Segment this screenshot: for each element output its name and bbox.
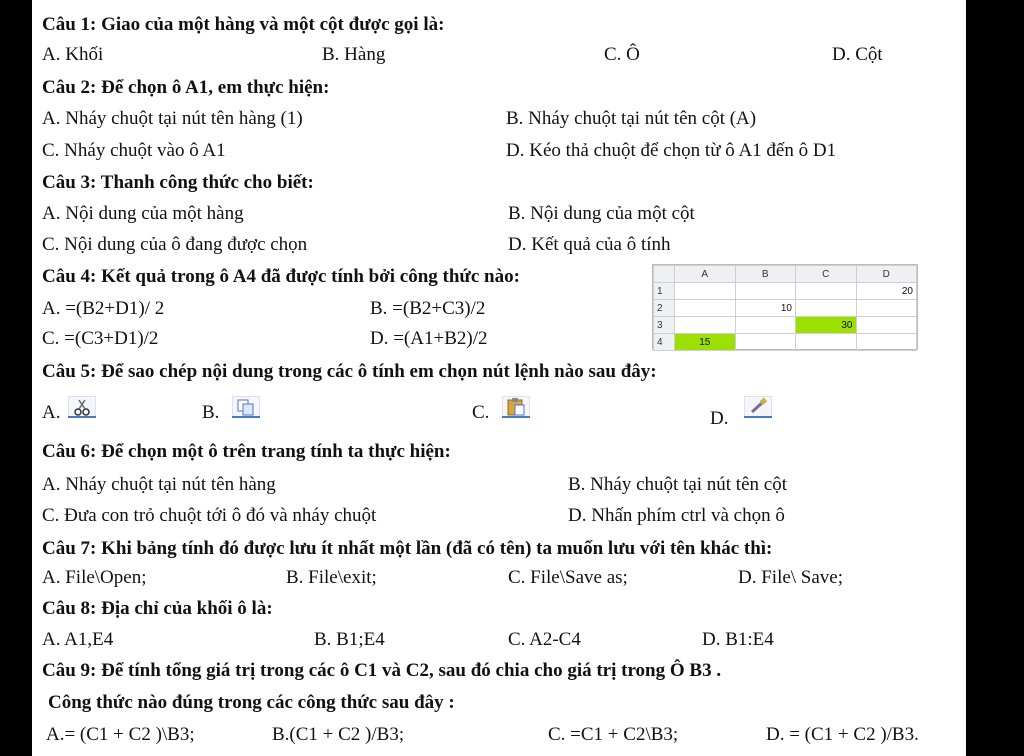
cell-a1	[675, 283, 736, 300]
cell-c3: 30	[796, 317, 857, 334]
answers-6b	[32, 501, 966, 531]
quiz-page	[32, 0, 966, 756]
option-d: D. File\ Save;	[738, 567, 844, 588]
cell-d2	[856, 300, 917, 317]
answers-2a	[32, 104, 966, 134]
option-a: A. Nội dung của một hàng	[42, 203, 244, 224]
cell-a3	[675, 317, 736, 334]
question-title: Câu 9: Để tính tổng giá trị trong các ô C1 và C2, sau đó chia cho giá trị trong Ô B3 .	[42, 660, 722, 681]
corner-cell	[654, 266, 675, 283]
row-header: 1	[654, 283, 675, 300]
format-painter-icon	[744, 396, 772, 418]
question-title: Câu 8: Địa chỉ của khối ô là:	[42, 598, 273, 619]
option-a: A. Khối	[42, 44, 104, 65]
answers-9	[32, 720, 966, 750]
answers-2b	[32, 136, 966, 166]
option-b: B. Hàng	[322, 44, 386, 65]
option-a: A. A1,E4	[42, 629, 114, 650]
option-c: C. =(C3+D1)/2	[42, 328, 159, 349]
row-header: 2	[654, 300, 675, 317]
option-b: B. B1;E4	[314, 629, 385, 650]
option-b: B. Nháy chuột tại nút tên cột	[568, 474, 787, 495]
cell-a2	[675, 300, 736, 317]
cell-d4	[856, 334, 917, 351]
question-9	[32, 656, 966, 686]
option-d: D. Nhấn phím ctrl và chọn ô	[568, 505, 785, 526]
option-a: A. Nháy chuột tại nút tên hàng (1)	[42, 108, 303, 129]
option-a: A. File\Open;	[42, 567, 147, 588]
option-a: A.= (C1 + C2 )\B3;	[46, 724, 195, 745]
question-3	[32, 168, 966, 198]
question-title: Câu 7: Khi bảng tính đó được lưu ít nhất một lần (đã có tên) ta muốn lưu với tên khác thì:	[42, 538, 773, 559]
answers-8	[32, 625, 966, 655]
row-header: 4	[654, 334, 675, 351]
option-d: D. B1:E4	[702, 629, 774, 650]
option-d: D. = (C1 + C2 )/B3.	[766, 724, 919, 745]
answers-5	[32, 390, 966, 430]
option-b: B. File\exit;	[286, 567, 377, 588]
cell-b1	[735, 283, 796, 300]
answers-7	[32, 563, 966, 593]
cell-b2: 10	[735, 300, 796, 317]
answers-6a	[32, 470, 966, 500]
question-title: Câu 5: Để sao chép nội dung trong các ô tính em chọn nút lệnh nào sau đây:	[42, 361, 657, 382]
row-header: 3	[654, 317, 675, 334]
option-c: C.	[472, 402, 490, 423]
option-b: B. =(B2+C3)/2	[370, 298, 486, 319]
option-b: B.(C1 + C2 )/B3;	[272, 724, 405, 745]
option-d: D. Cột	[832, 44, 883, 65]
option-a: A. Nháy chuột tại nút tên hàng	[42, 474, 276, 495]
question-6	[32, 437, 966, 467]
paste-icon	[502, 396, 530, 418]
option-c: C. Đưa con trỏ chuột tới ô đó và nháy chuột	[42, 505, 377, 526]
answers-3a	[32, 199, 966, 229]
question-subtitle: Công thức nào đúng trong các công thức sau đây :	[48, 692, 455, 713]
option-c: C. A2-C4	[508, 629, 581, 650]
option-d: D. Kết quả của ô tính	[508, 234, 671, 255]
copy-icon	[232, 396, 260, 418]
scissors-icon	[68, 396, 96, 418]
question-9-sub	[32, 688, 966, 718]
question-title: Câu 6: Để chọn một ô trên trang tính ta thực hiện:	[42, 441, 451, 462]
question-title: Câu 4: Kết quả trong ô A4 đã được tính bởi công thức nào:	[42, 266, 520, 287]
option-d: D.	[710, 408, 729, 429]
option-b: B.	[202, 402, 220, 423]
cell-d1: 20	[856, 283, 917, 300]
cell-c1	[796, 283, 857, 300]
option-a: A. =(B2+D1)/ 2	[42, 298, 165, 319]
option-d: D. =(A1+B2)/2	[370, 328, 488, 349]
option-d: D. Kéo thả chuột để chọn từ ô A1 đến ô D1	[506, 140, 837, 161]
question-title: Câu 3: Thanh công thức cho biết:	[42, 172, 314, 193]
answers-3b	[32, 230, 966, 260]
cell-c4	[796, 334, 857, 351]
column-header: C	[796, 266, 857, 283]
column-header: B	[735, 266, 796, 283]
question-title: Câu 2: Để chọn ô A1, em thực hiện:	[42, 77, 330, 98]
cell-b4	[735, 334, 796, 351]
question-1	[32, 10, 966, 40]
cell-a4: 15	[675, 334, 736, 351]
cell-d3	[856, 317, 917, 334]
question-8	[32, 594, 966, 624]
option-c: C. Ô	[604, 44, 640, 65]
column-header: D	[856, 266, 917, 283]
option-c: C. Nội dung của ô đang được chọn	[42, 234, 308, 255]
cell-c2	[796, 300, 857, 317]
option-a: A.	[42, 402, 61, 423]
answers-1	[32, 40, 966, 70]
column-header: A	[675, 266, 736, 283]
cell-b3	[735, 317, 796, 334]
question-2	[32, 73, 966, 103]
option-c: C. File\Save as;	[508, 567, 628, 588]
question-7	[32, 534, 966, 564]
spreadsheet-image	[652, 264, 918, 350]
question-title: Câu 1: Giao của một hàng và một cột được gọi là:	[42, 14, 445, 35]
option-c: C. Nháy chuột vào ô A1	[42, 140, 226, 161]
option-b: B. Nội dung của một cột	[508, 203, 695, 224]
option-c: C. =C1 + C2\B3;	[548, 724, 679, 745]
option-b: B. Nháy chuột tại nút tên cột (A)	[506, 108, 757, 129]
question-5	[32, 357, 966, 387]
